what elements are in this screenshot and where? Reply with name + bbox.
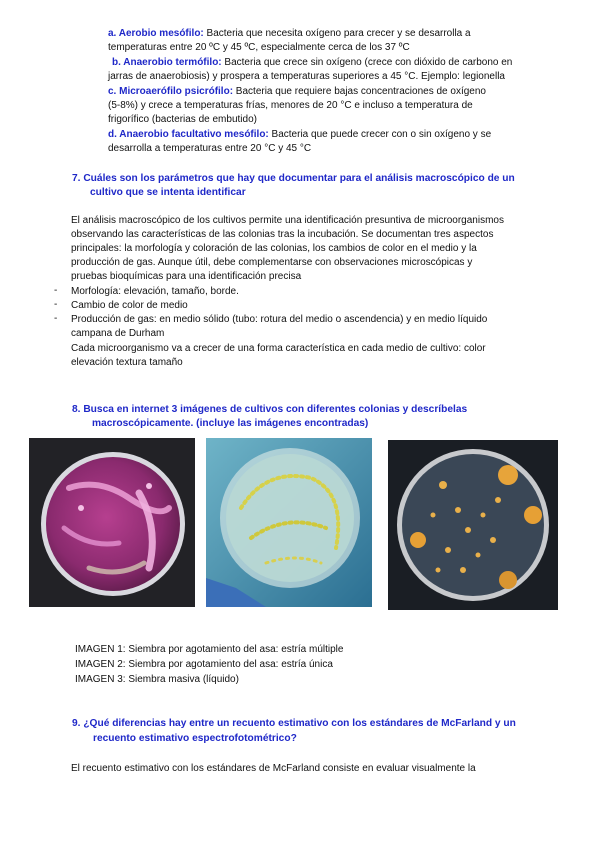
q7-closing-1: Cada microorganismo va a crecer de una forma característica en cada medio de cultivo: color (71, 343, 486, 354)
def-c-line2: (5-8%) y crece a temperaturas frías, menores de 20 °C e incluso a temperatura de (108, 100, 473, 111)
q9-title-line1: 9. ¿Qué diferencias hay entre un recuento estimativo con los estándares de McFarland y un (72, 718, 516, 729)
q9-title-line2: recuento estimativo espectrofotométrico? (93, 733, 297, 744)
def-a-line1: Bacteria que necesita oxígeno para crecer y se desarrolla a (203, 28, 471, 39)
def-b-line2: jarras de anaerobiosis) y prospera a temperaturas superiores a 45 °C. Ejemplo: legionella (108, 71, 505, 82)
bullet-dash: - (54, 299, 58, 310)
bullet-dash: - (54, 313, 58, 324)
culture-image-3 (388, 440, 558, 610)
def-a-line2: temperaturas entre 20 ºC y 45 ºC, especialmente cerca de los 37 ºC (108, 42, 410, 53)
term-anaerobio-termofilo: b. Anaerobio termófilo: (112, 57, 222, 68)
q7-closing-2: elevación textura tamaño (71, 357, 183, 368)
culture-image-2 (206, 438, 372, 607)
q7-para-4: producción de gas. Aunque útil, debe complementarse con observaciones microscópicas y (71, 257, 473, 268)
bullet-3-cont: campana de Durham (71, 328, 165, 339)
q8-title-line1: 8. Busca en internet 3 imágenes de cultivos con diferentes colonias y descríbelas (72, 404, 468, 415)
def-c-line1: Bacteria que requiere bajas concentraciones de oxígeno (233, 86, 486, 97)
def-b (112, 55, 512, 70)
term-anaerobio-facultativo: d. Anaerobio facultativo mesófilo: (108, 129, 269, 140)
petri-dish-orange-icon (388, 440, 558, 610)
petri-dish-pink-icon (29, 438, 195, 607)
q7-para-1: El análisis macroscópico de los cultivos permite una identificación presuntiva de microorganismos (71, 215, 504, 226)
q7-para-2: observando las características de las colonias tras la incubación. Se documentan tres aspectos (71, 229, 494, 240)
term-microaerofilo-psicrofilo: c. Microaerófilo psicrófilo: (108, 86, 234, 97)
def-b-line1: Bacteria que crece sin oxígeno (crece con dióxido de carbono en (221, 57, 513, 68)
q7-title-line2: cultivo que se intenta identificar (90, 187, 246, 198)
bullet-1: Morfología: elevación, tamaño, borde. (71, 286, 239, 297)
def-c-line3: frigorífico (bacterias de embutido) (108, 114, 257, 125)
q7-para-5: pruebas bioquímicas para una identificación precisa (71, 271, 302, 282)
def-d-line2: desarrolla a temperaturas entre 20 °C y 45 °C (108, 143, 312, 154)
culture-image-1 (29, 438, 195, 607)
q8-title-line2: macroscópicamente. (incluye las imágenes encontradas) (92, 418, 369, 429)
bullet-3: Producción de gas: en medio sólido (tubo: rotura del medio o ascendencia) y en medio líquido (71, 314, 488, 325)
def-d-line1: Bacteria que puede crecer con o sin oxígeno y se (268, 129, 492, 140)
def-d (108, 127, 491, 142)
term-aerobio-mesofilo: a. Aerobio mesófilo: (108, 28, 204, 39)
bullet-dash: - (54, 285, 58, 296)
def-c (108, 84, 486, 99)
q7-para-3: principales: la morfología y coloración de las colonias, los cambios de color en el medio y la (71, 243, 477, 254)
def-a (108, 26, 471, 41)
q9-para-1: El recuento estimativo con los estándares de McFarland consiste en evaluar visualmente la (71, 763, 476, 774)
caption-image-3: IMAGEN 3: Siembra masiva (líquido) (75, 674, 239, 685)
caption-image-2: IMAGEN 2: Siembra por agotamiento del asa: estría única (75, 659, 333, 670)
q7-title-line1: 7. Cuáles son los parámetros que hay que documentar para el análisis macroscópico de un (72, 173, 515, 184)
caption-image-1: IMAGEN 1: Siembra por agotamiento del asa: estría múltiple (75, 644, 344, 655)
petri-dish-yellow-icon (206, 438, 372, 607)
bullet-2: Cambio de color de medio (71, 300, 188, 311)
